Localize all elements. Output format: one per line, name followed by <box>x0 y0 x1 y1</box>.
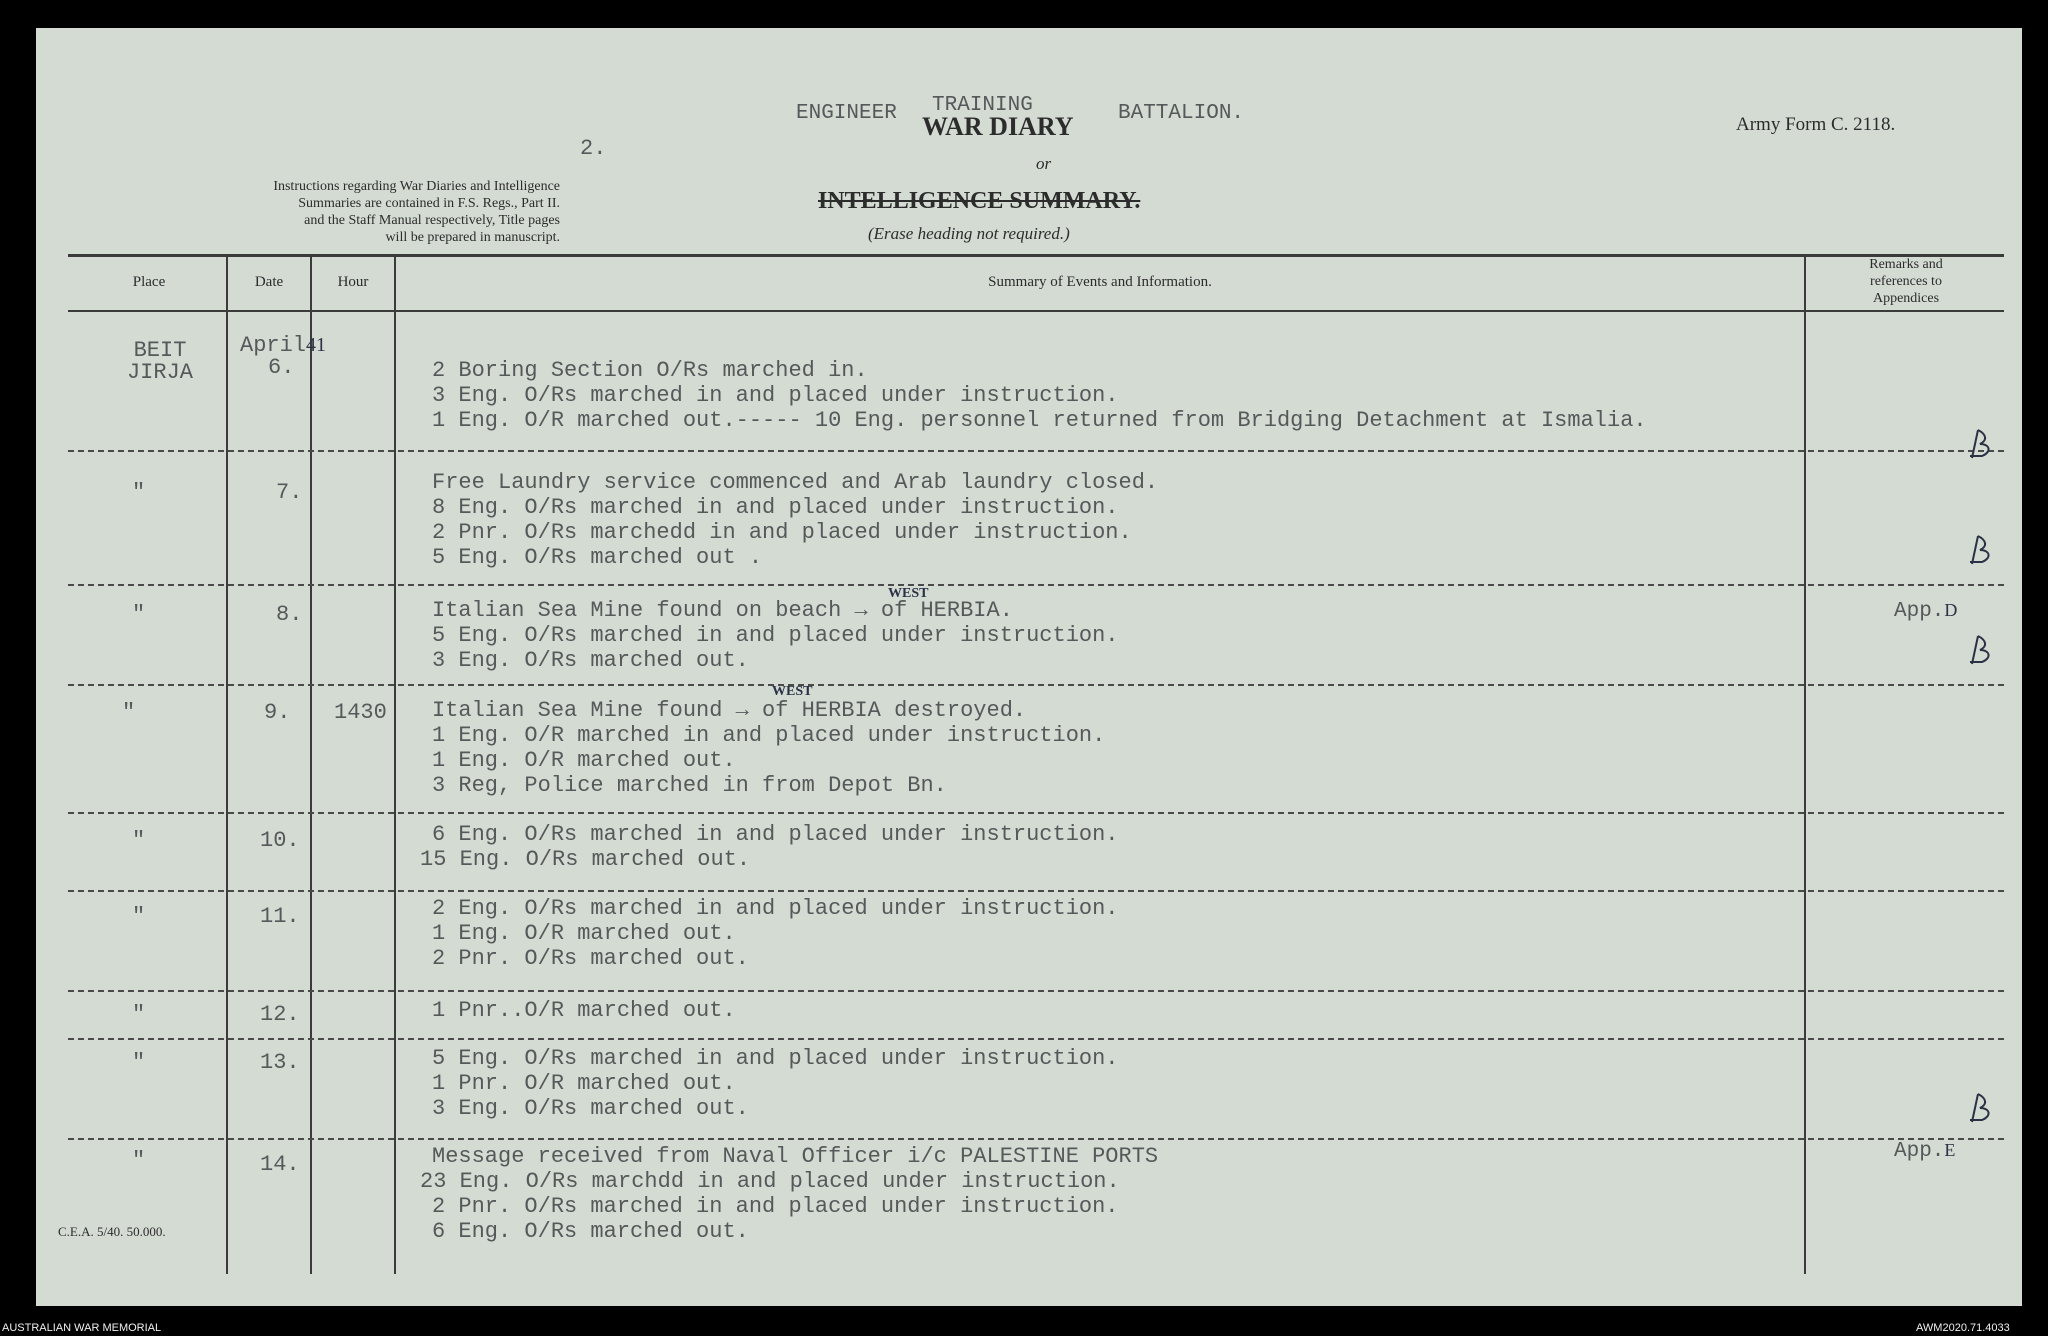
unit-name-left: ENGINEER <box>796 102 897 125</box>
ditto-mark: " <box>132 1148 146 1173</box>
instructions-line: and the Staff Manual respectively, Title pages <box>304 213 560 228</box>
erase-note: (Erase heading not required.) <box>868 224 1070 243</box>
entry-date: 7. <box>276 480 303 505</box>
entry-separator <box>68 584 2004 586</box>
unit-name-middle: TRAINING <box>932 94 1033 117</box>
handwritten-year: 41 <box>306 334 327 356</box>
ditto-mark: " <box>132 480 146 505</box>
ditto-mark: " <box>132 828 146 853</box>
unit-name-right: BATTALION. <box>1118 102 1245 125</box>
entry-separator <box>68 1038 2004 1040</box>
summary-line: 1 Pnr. O/R marched out. <box>432 1071 736 1096</box>
summary-line: 1 Eng. O/R marched in and placed under instruction. <box>432 723 1106 748</box>
handwritten-annotation: WEST <box>772 684 813 699</box>
summary-line: 3 Eng. O/Rs marched out. <box>432 1096 749 1121</box>
summary-line: 23 Eng. O/Rs marchdd in and placed under instruction. <box>420 1169 1120 1194</box>
instructions-line: Summaries are contained in F.S. Regs., Part II. <box>298 196 560 211</box>
date-month: April <box>240 333 307 358</box>
handwritten-initials-icon <box>1966 532 2000 568</box>
entry-date: 9. <box>264 700 291 725</box>
column-header-hour: Hour <box>337 274 369 290</box>
place-text: BEIT <box>133 338 187 363</box>
entry-separator <box>68 812 2004 814</box>
summary-line: 1 Eng. O/R marched out.----- 10 Eng. personnel returned from Bridging Detachment at Ismalia. <box>432 408 1647 433</box>
entry-date: 10. <box>260 828 300 853</box>
entry-date <box>240 334 326 379</box>
appendix-label: App. <box>1894 600 1945 623</box>
entry-separator <box>68 990 2004 992</box>
appendix-label: App. <box>1894 1140 1945 1163</box>
handwritten-appendix-letter: E <box>1944 1140 1956 1160</box>
column-header-remarks <box>1806 256 2006 307</box>
summary-line: 1 Pnr..O/R marched out. <box>432 998 736 1023</box>
entry-summary <box>432 1046 1119 1121</box>
instructions-line: Instructions regarding War Diaries and Intelligence <box>273 179 560 194</box>
entry-summary <box>432 358 1647 433</box>
summary-line: 6 Eng. O/Rs marched in and placed under instruction. <box>432 822 1119 847</box>
entry-date: 11. <box>260 904 300 929</box>
entry-separator <box>68 684 2004 686</box>
appendix-ref <box>1894 1140 1955 1163</box>
entry-separator <box>68 1138 2004 1140</box>
summary-line: 2 Eng. O/Rs marched in and placed under instruction. <box>432 896 1119 921</box>
ditto-mark: " <box>132 1050 146 1075</box>
handwritten-initials-icon <box>1966 1090 2000 1126</box>
remarks-header-line: references to <box>1870 274 1942 289</box>
instructions-line: will be prepared in manuscript. <box>385 230 560 245</box>
ditto-mark: " <box>132 904 146 929</box>
entry-date: 12. <box>260 1002 300 1027</box>
remarks-header-line: Remarks and <box>1869 257 1943 272</box>
summary-line: Message received from Naval Officer i/c PALESTINE PORTS <box>432 1144 1159 1169</box>
summary-line: 6 Eng. O/Rs marched out. <box>432 1219 749 1244</box>
appendix-ref <box>1894 600 1957 623</box>
entry-summary <box>420 1144 1158 1244</box>
entry-separator <box>68 890 2004 892</box>
summary-line: 8 Eng. O/Rs marched in and placed under instruction. <box>432 495 1119 520</box>
handwritten-annotation: WEST <box>888 586 929 601</box>
summary-line: 2 Pnr. O/Rs marched out. <box>432 946 749 971</box>
summary-line: 15 Eng. O/Rs marched out. <box>420 847 751 872</box>
footer-reference: AWM2020.71.4033 <box>1916 1322 2010 1334</box>
title-or: or <box>1036 154 1052 173</box>
entry-date: 13. <box>260 1050 300 1075</box>
handwritten-initials-icon <box>1966 632 2000 668</box>
page-number: 2. <box>580 136 607 161</box>
column-header-summary: Summary of Events and Information. <box>988 274 1212 290</box>
entry-summary <box>432 598 1119 673</box>
instructions-note <box>110 178 560 246</box>
entry-date: 8. <box>276 602 303 627</box>
place-text: JIRJA <box>126 360 193 385</box>
form-code: C.E.A. 5/40. 50.000. <box>58 1224 166 1239</box>
footer-institution: AUSTRALIAN WAR MEMORIAL <box>2 1322 162 1334</box>
column-rule <box>226 256 228 1274</box>
diary-sheet <box>36 28 2022 1306</box>
summary-line: Italian Sea Mine found → of HERBIA destroyed. <box>432 698 1027 723</box>
ditto-mark: " <box>132 1002 146 1027</box>
column-rule <box>310 256 312 1274</box>
entry-date: 14. <box>260 1152 300 1177</box>
summary-line: 2 Pnr. O/Rs marched in and placed under instruction. <box>432 1194 1119 1219</box>
summary-line: 1 Eng. O/R marched out. <box>432 748 736 773</box>
handwritten-appendix-letter: D <box>1944 600 1958 620</box>
entry-separator <box>68 450 2004 452</box>
ditto-mark: " <box>132 602 146 627</box>
entry-hour: 1430 <box>334 700 387 725</box>
entry-summary <box>432 896 1119 971</box>
summary-line: Free Laundry service commenced and Arab laundry closed. <box>432 470 1159 495</box>
summary-line: 3 Eng. O/Rs marched in and placed under instruction. <box>432 383 1119 408</box>
column-header-place: Place <box>132 274 166 290</box>
column-header-date: Date <box>254 274 284 290</box>
column-rule <box>1804 256 1806 1274</box>
entry-summary <box>432 470 1158 570</box>
summary-line: 2 Pnr. O/Rs marchedd in and placed under instruction. <box>432 520 1132 545</box>
date-day: 6. <box>268 355 295 380</box>
table-header-rule <box>68 310 2004 312</box>
army-form-label: Army Form C. 2118. <box>1736 114 1896 135</box>
summary-line: 1 Eng. O/R marched out. <box>432 921 736 946</box>
handwritten-initials-icon <box>1966 426 2000 462</box>
summary-line: Italian Sea Mine found on beach → of HERBIA. <box>432 598 1013 623</box>
summary-line: 5 Eng. O/Rs marched in and placed under instruction. <box>432 1046 1119 1071</box>
summary-line: 5 Eng. O/Rs marched out . <box>432 545 763 570</box>
summary-line: 3 Reg, Police marched in from Depot Bn. <box>432 773 947 798</box>
entry-summary <box>420 822 1119 872</box>
entry-summary <box>432 698 1105 798</box>
summary-line: 2 Boring Section O/Rs marched in. <box>432 358 868 383</box>
summary-line: 3 Eng. O/Rs marched out. <box>432 648 749 673</box>
column-rule <box>394 256 396 1274</box>
page-title: WAR DIARY <box>922 112 1074 141</box>
ditto-mark: " <box>122 700 136 725</box>
entry-place <box>110 340 210 384</box>
remarks-header-line: Appendices <box>1872 291 1940 306</box>
struck-title: INTELLIGENCE SUMMARY. <box>818 188 1141 214</box>
summary-line: 5 Eng. O/Rs marched in and placed under instruction. <box>432 623 1119 648</box>
table-top-rule <box>68 254 2004 257</box>
entry-summary <box>432 998 736 1023</box>
